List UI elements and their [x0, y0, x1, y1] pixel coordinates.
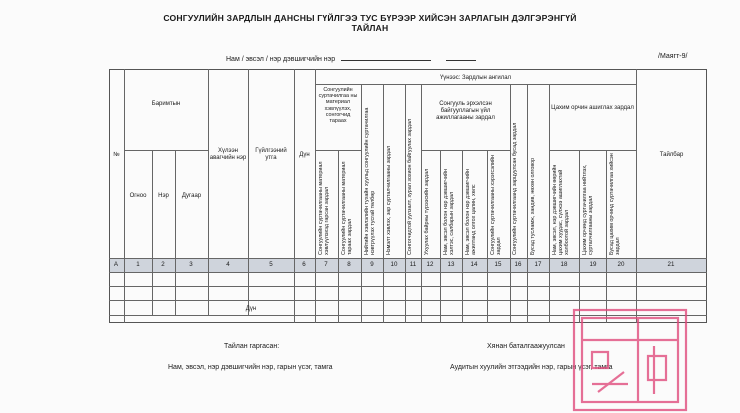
header-document-group: Баримтын	[151, 101, 181, 107]
header-col-20: Бусад цахим орчинд суртачилгаа хийсэн зардал	[609, 153, 622, 255]
table-divider	[549, 84, 550, 323]
table-rule	[421, 150, 510, 151]
header-subgroup-online: Цахим орчин ашиглах зардал	[551, 105, 634, 111]
col-index: 9	[370, 261, 374, 268]
col-index: 5	[269, 261, 273, 268]
table-divider	[248, 69, 249, 315]
table-rule	[109, 258, 707, 259]
header-col-11: Сонгогчидтой уулзалт, хурал зохион байгуулах зардал	[407, 118, 413, 255]
col-index: 17	[534, 261, 542, 268]
table-divider	[527, 84, 528, 323]
header-recipient: Хүлээн авагчийн нэр	[209, 148, 247, 161]
table-rule	[549, 150, 636, 151]
header-col-7: Сонгуулийн суртачилгааны материал хэвлүүлэхэд гарсан зардал	[318, 161, 331, 255]
table-divider	[440, 150, 441, 323]
header-category-group: Үүнээс: Зардлын ангилал	[439, 75, 512, 81]
col-index: 6	[302, 261, 306, 268]
header-col-14: Нам, эвсэл болон нэр дэвшигчийн ажилтанд олгох цалин, хөлс	[465, 169, 478, 255]
table-divider	[405, 84, 406, 323]
total-row-label: Дүн	[245, 306, 257, 312]
header-col-19: Цахим орчинд суртачилгаа нийтлэх, сурталчилгааны зардал	[582, 164, 595, 255]
table-divider	[152, 150, 153, 315]
table-divider	[421, 84, 422, 323]
col-index: 21	[667, 261, 675, 268]
col-index: А	[113, 261, 119, 268]
header-col-17: Бусад тусламж, хандив, нөхөн олговор	[530, 157, 536, 255]
table-rule	[315, 84, 636, 85]
header-amount: Дүн	[299, 152, 310, 158]
table-divider	[462, 150, 463, 323]
table-divider	[315, 69, 316, 323]
prepared-by-title: Тайлан гаргасан:	[224, 343, 280, 350]
table-divider	[487, 150, 488, 323]
col-index: 13	[447, 261, 455, 268]
col-index: 20	[617, 261, 625, 268]
table-divider	[510, 84, 511, 323]
col-index: 16	[514, 261, 522, 268]
table-divider	[208, 69, 209, 315]
header-col-8: Сонгуулийн суртачилгааны материал тараах зардал	[341, 161, 354, 255]
table-divider	[294, 69, 295, 323]
header-subgroup-office: Сонгууль эрхэлсэн байгууллагын үйл ажиллагааны зардал	[436, 101, 495, 121]
header-subgroup-print: Сонгуулийн суртачилгаа ны материал хэвлүүлэх, сонгогчид тараах	[318, 87, 358, 125]
table-divider	[175, 150, 176, 315]
table-rule	[124, 150, 208, 151]
table-divider	[361, 84, 362, 323]
table-rule	[315, 150, 361, 151]
header-col-13: Нам, эвсэл болон нэр дэвшигчийн хэлтэс, салбарын зардал	[443, 169, 456, 255]
table-divider	[636, 69, 637, 323]
table-rule	[109, 286, 707, 287]
header-col-15: Сонгуулийн суртачилгааны хэрэгсэлийн зардал	[490, 155, 503, 255]
header-transaction-value: Гүйлгээний утга	[255, 148, 287, 161]
table-divider	[579, 150, 580, 323]
header-col-12: Ухуулах байрны түрээсийн зардал	[424, 168, 430, 255]
prepared-by-caption: Нам, эвсэл, нэр дэвшигчийн нэр, гарын үсэг, тамга	[168, 364, 333, 371]
col-index: 1	[136, 261, 140, 268]
col-index: 15	[494, 261, 502, 268]
header-col-16: Сонгуулийн суртачилгаанд зарцуулсан бусад зардал	[512, 122, 518, 255]
verified-by-title: Хянан баталгаажуулсан	[487, 343, 565, 350]
col-index: 3	[189, 261, 193, 268]
party-name-line	[226, 53, 431, 63]
verified-by-caption: Аудитын хуулийн этгээдийн нэр, гарын үсэг, тамга	[450, 364, 613, 371]
col-index: 7	[324, 261, 328, 268]
header-col-9: Нийтийн хэвлэлийн тухайн хуульд сонгуулийн суртачилгаа нэвтрүүлэх тусгай төлбөр	[364, 107, 377, 255]
table-divider	[338, 150, 339, 323]
official-stamp-image	[568, 300, 692, 413]
table-divider	[606, 150, 607, 323]
col-index: 10	[390, 261, 398, 268]
col-index: 8	[347, 261, 351, 268]
col-index: 11	[409, 261, 417, 268]
header-doc-name: Нэр	[158, 193, 169, 199]
header-note: Тайлбар	[659, 152, 684, 158]
short-blank-line[interactable]	[446, 60, 476, 61]
table-rule	[109, 272, 707, 273]
col-index: 19	[589, 261, 597, 268]
form-number: /Маягт-9/	[658, 53, 688, 60]
header-col-18: Нам, эвсэл, нэр дэвшигчийн өөрийн цахим хуудас, сүлжээ ашиглахтай холбоотой зардал	[552, 164, 571, 255]
header-doc-date: Огноо	[129, 193, 147, 199]
table-divider	[383, 84, 384, 323]
col-index: 18	[560, 261, 568, 268]
header-doc-number: Дугаар	[181, 193, 202, 199]
header-number: №	[113, 152, 120, 158]
col-index: 4	[226, 261, 230, 268]
col-index: 12	[426, 261, 434, 268]
col-index: 14	[470, 261, 478, 268]
party-name-label: Нам / эвсэл / нэр дэвшигчийн нэр	[226, 56, 336, 63]
document-title: СОНГУУЛИЙН ЗАРДЛЫН ДАНСНЫ ГҮЙЛГЭЭ ТУС БҮРЭЭР ХИЙСЭН ЗАРЛАГЫН ДЭЛГЭРЭНГҮЙ ТАЙЛАН	[163, 13, 577, 33]
header-col-10: Нэмэлт хэвлэх, зар сурталчилгааны зардал	[386, 145, 392, 255]
col-index: 2	[161, 261, 165, 268]
party-name-blank[interactable]	[341, 53, 431, 61]
